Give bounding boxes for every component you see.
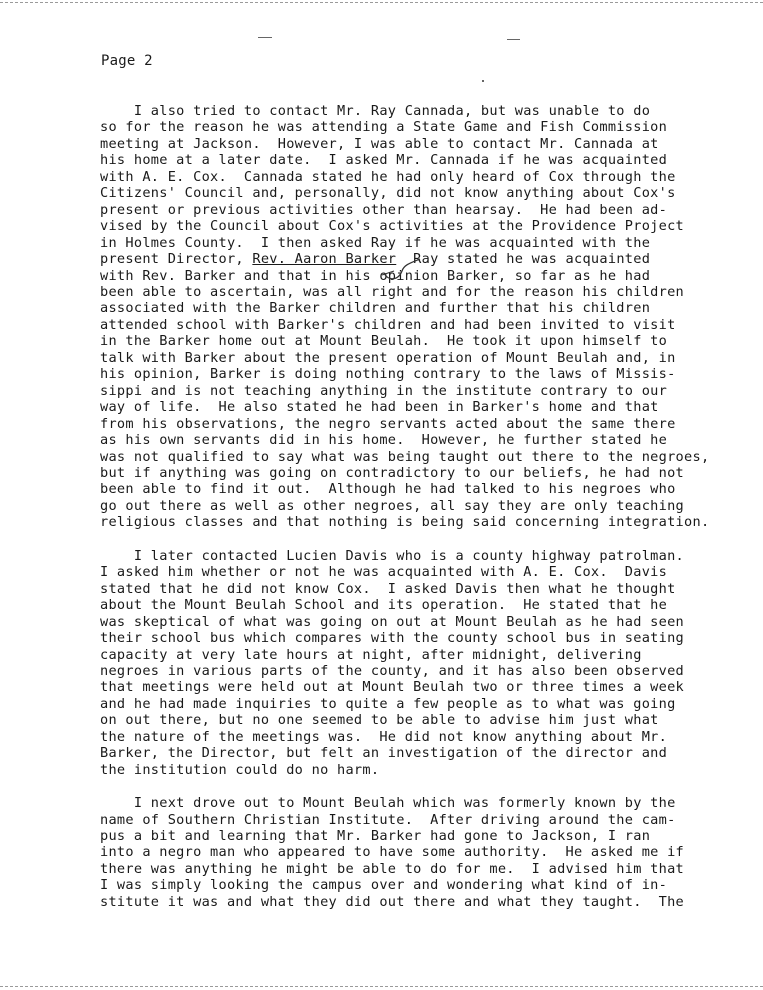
bottom-edge-line bbox=[0, 986, 763, 987]
text-line-end: Ray stated he was acquainted bbox=[396, 251, 651, 268]
paragraph-cannada bbox=[100, 103, 760, 531]
text-line: talk with Barker about the present operation of Mount Beulah and, in bbox=[100, 349, 676, 366]
paragraph-mount-beulah bbox=[100, 795, 760, 910]
top-edge-line bbox=[0, 2, 763, 3]
paragraph-gap bbox=[100, 531, 760, 548]
text-line: was skeptical of what was going on out at Mount Beulah as he had seen bbox=[100, 613, 685, 630]
text-line: but if anything was going on contradictory to our beliefs, he had not bbox=[100, 464, 685, 481]
text-line: present or previous activities other than hearsay. He had been ad- bbox=[100, 201, 668, 218]
text-line: Barker, the Director, but felt an investigation of the director and bbox=[100, 745, 668, 762]
text-line: negroes in various parts of the county, and it has also been observed bbox=[100, 662, 685, 679]
scan-speck bbox=[507, 39, 520, 40]
text-line: I was simply looking the campus over and wondering what kind of in- bbox=[100, 877, 668, 894]
paragraph-gap bbox=[100, 778, 760, 795]
text-line: pus a bit and learning that Mr. Barker had gone to Jackson, I ran bbox=[100, 828, 651, 845]
text-line: and he had made inquiries to quite a few people as to what was going bbox=[100, 695, 676, 712]
text-line: there was anything he might be able to do for me. I advised him that bbox=[100, 860, 685, 877]
text-line: I also tried to contact Mr. Ray Cannada, but was unable to do bbox=[100, 103, 651, 119]
text-line: attended school with Barker's children and had been invited to visit bbox=[100, 316, 676, 333]
text-line: I next drove out to Mount Beulah which was formerly known by the bbox=[100, 795, 676, 812]
text-line: been able to find it out. Although he had talked to his negroes who bbox=[100, 481, 676, 498]
text-line: their school bus which compares with the county school bus in seating bbox=[100, 630, 685, 647]
text-line: as his own servants did in his home. However, he further stated he bbox=[100, 432, 668, 449]
text-line: in Holmes County. I then asked Ray if he was acquainted with the bbox=[100, 234, 651, 251]
text-line: vised by the Council about Cox's activities at the Providence Project bbox=[100, 218, 685, 235]
text-line: I asked him whether or not he was acquainted with A. E. Cox. Davis bbox=[100, 564, 668, 581]
underlined-director-name: Rev. Aaron Barker bbox=[252, 251, 397, 268]
text-line: his opinion, Barker is doing nothing contrary to the laws of Missis- bbox=[100, 366, 676, 383]
text-line: name of Southern Christian Institute. After driving around the cam- bbox=[100, 811, 676, 828]
paragraph-davis bbox=[100, 548, 760, 778]
text-line: religious classes and that nothing is being said concerning integration. bbox=[100, 514, 710, 531]
text-line: with Rev. Barker and that in his opinion Barker, so far as he had bbox=[100, 267, 651, 284]
text-line: stated that he did not know Cox. I asked Davis then what he thought bbox=[100, 580, 676, 597]
text-line: that meetings were held out at Mount Beulah two or three times a week bbox=[100, 679, 685, 696]
text-line: associated with the Barker children and further that his children bbox=[100, 300, 651, 317]
text-line: the institution could do no harm. bbox=[100, 761, 380, 778]
text-line-with-name bbox=[100, 251, 760, 267]
text-line: so for the reason he was attending a State Game and Fish Commission bbox=[100, 119, 668, 136]
text-line: his home at a later date. I asked Mr. Cannada if he was acquainted bbox=[100, 152, 668, 169]
scan-speck bbox=[258, 37, 272, 38]
text-line: about the Mount Beulah School and its operation. He stated that he bbox=[100, 597, 668, 614]
page-number: Page 2 bbox=[101, 53, 153, 69]
handwritten-pen-mark bbox=[380, 255, 430, 283]
text-line: into a negro man who appeared to have some authority. He asked me if bbox=[100, 844, 685, 861]
text-line: on out there, but no one seemed to be able to advise him just what bbox=[100, 712, 659, 729]
text-line: with A. E. Cox. Cannada stated he had only heard of Cox through the bbox=[100, 168, 676, 185]
scan-speck bbox=[482, 80, 484, 82]
text-line: sippi and is not teaching anything in the institute contrary to our bbox=[100, 382, 668, 399]
text-line-start: present Director, bbox=[100, 251, 253, 268]
text-line: meeting at Jackson. However, I was able to contact Mr. Cannada at bbox=[100, 135, 659, 152]
text-line: Citizens' Council and, personally, did not know anything about Cox's bbox=[100, 185, 676, 202]
text-line: way of life. He also stated he had been in Barker's home and that bbox=[100, 399, 659, 416]
text-line: capacity at very late hours at night, after midnight, delivering bbox=[100, 646, 642, 663]
text-line: been able to ascertain, was all right and for the reason his children bbox=[100, 283, 685, 300]
text-line: from his observations, the negro servants acted about the same there bbox=[100, 415, 676, 432]
text-line: I later contacted Lucien Davis who is a county highway patrolman. bbox=[100, 547, 685, 564]
text-line: go out there as well as other negroes, all say they are only teaching bbox=[100, 497, 685, 514]
text-line: the nature of the meetings was. He did not know anything about Mr. bbox=[100, 728, 668, 745]
text-line: was not qualified to say what was being taught out there to the negroes, bbox=[100, 448, 710, 465]
text-line: stitute it was and what they did out there and what they taught. The bbox=[100, 893, 685, 910]
letter-body bbox=[100, 103, 760, 910]
text-line: in the Barker home out at Mount Beulah. He took it upon himself to bbox=[100, 333, 668, 350]
